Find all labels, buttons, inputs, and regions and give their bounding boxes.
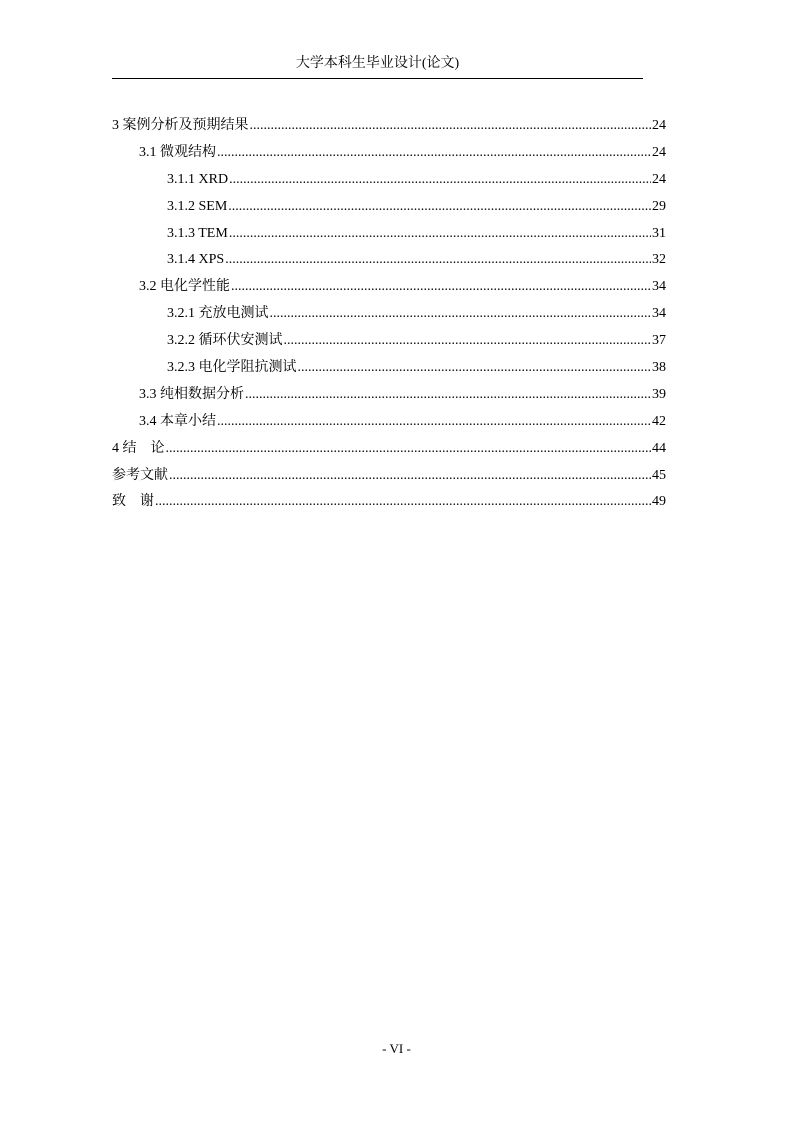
toc-entry-page: 42	[652, 413, 666, 429]
toc-entry-label: 3.1.4 XPS	[167, 252, 225, 268]
toc-entry-page: 45	[652, 467, 666, 483]
toc-entry-label: 3.2.1 充放电测试	[167, 306, 269, 322]
toc-dot-leader	[225, 247, 651, 274]
toc-entry-page: 34	[652, 306, 666, 322]
toc-entry-label: 3.1 微观结构	[139, 144, 216, 160]
toc-entry-page: 31	[652, 225, 666, 241]
toc-entry-label: 4 结 论	[112, 440, 165, 456]
toc-dot-leader	[229, 221, 651, 248]
toc-dot-leader	[229, 167, 651, 194]
header-title: 大学本科生毕业设计(论文)	[295, 56, 460, 71]
toc-entry[interactable]	[112, 489, 666, 516]
toc-dot-leader	[245, 382, 651, 409]
toc-entry-label: 致 谢	[112, 494, 154, 510]
toc-entry[interactable]	[112, 463, 666, 490]
toc-entry-page: 38	[652, 360, 666, 376]
toc-entry-page: 32	[652, 252, 666, 268]
toc-dot-leader	[298, 355, 652, 382]
toc-dot-leader	[228, 194, 651, 221]
toc-entry-page: 39	[652, 386, 666, 402]
toc-entry-label: 3.1.2 SEM	[167, 198, 228, 214]
toc-entry-label: 3.1.3 TEM	[167, 225, 228, 241]
toc-entry-label: 3.2 电化学性能	[139, 279, 230, 295]
table-of-contents	[112, 113, 666, 516]
toc-entry[interactable]	[112, 247, 666, 274]
toc-entry-label: 3.1.1 XRD	[167, 171, 229, 187]
toc-entry-label: 参考文献	[112, 467, 168, 483]
toc-dot-leader	[155, 489, 651, 516]
toc-entry[interactable]	[112, 274, 666, 301]
toc-entry-label: 3.3 纯相数据分析	[139, 386, 244, 402]
toc-entry-label: 3 案例分析及预期结果	[112, 118, 249, 133]
page-header	[112, 56, 643, 79]
toc-entry-page: 24	[652, 144, 666, 160]
toc-entry-page: 24	[652, 171, 666, 187]
toc-entry[interactable]	[112, 301, 666, 328]
toc-dot-leader	[250, 113, 652, 140]
toc-dot-leader	[284, 328, 652, 355]
toc-dot-leader	[217, 140, 651, 167]
toc-entry[interactable]	[112, 436, 666, 463]
toc-entry[interactable]	[112, 409, 666, 436]
toc-entry[interactable]	[112, 113, 666, 140]
toc-dot-leader	[270, 301, 652, 328]
toc-entry-label: 3.4 本章小结	[139, 413, 216, 429]
toc-entry-page: 37	[652, 333, 666, 349]
toc-entry-page: 24	[652, 118, 666, 133]
toc-entry-page: 49	[652, 494, 666, 510]
toc-entry[interactable]	[112, 194, 666, 221]
toc-entry[interactable]	[112, 382, 666, 409]
toc-dot-leader	[231, 274, 651, 301]
toc-entry-label: 3.2.3 电化学阻抗测试	[167, 360, 297, 376]
toc-entry-page: 29	[652, 198, 666, 214]
toc-entry-page: 44	[652, 440, 666, 456]
toc-entry[interactable]	[112, 328, 666, 355]
toc-entry[interactable]	[112, 355, 666, 382]
toc-entry-page: 34	[652, 279, 666, 295]
page-number: - VI -	[382, 1041, 411, 1056]
toc-entry[interactable]	[112, 221, 666, 248]
toc-dot-leader	[169, 463, 651, 490]
toc-entry[interactable]	[112, 140, 666, 167]
toc-dot-leader	[217, 409, 651, 436]
toc-entry-label: 3.2.2 循环伏安测试	[167, 333, 283, 349]
toc-dot-leader	[166, 436, 652, 463]
toc-entry[interactable]	[112, 167, 666, 194]
